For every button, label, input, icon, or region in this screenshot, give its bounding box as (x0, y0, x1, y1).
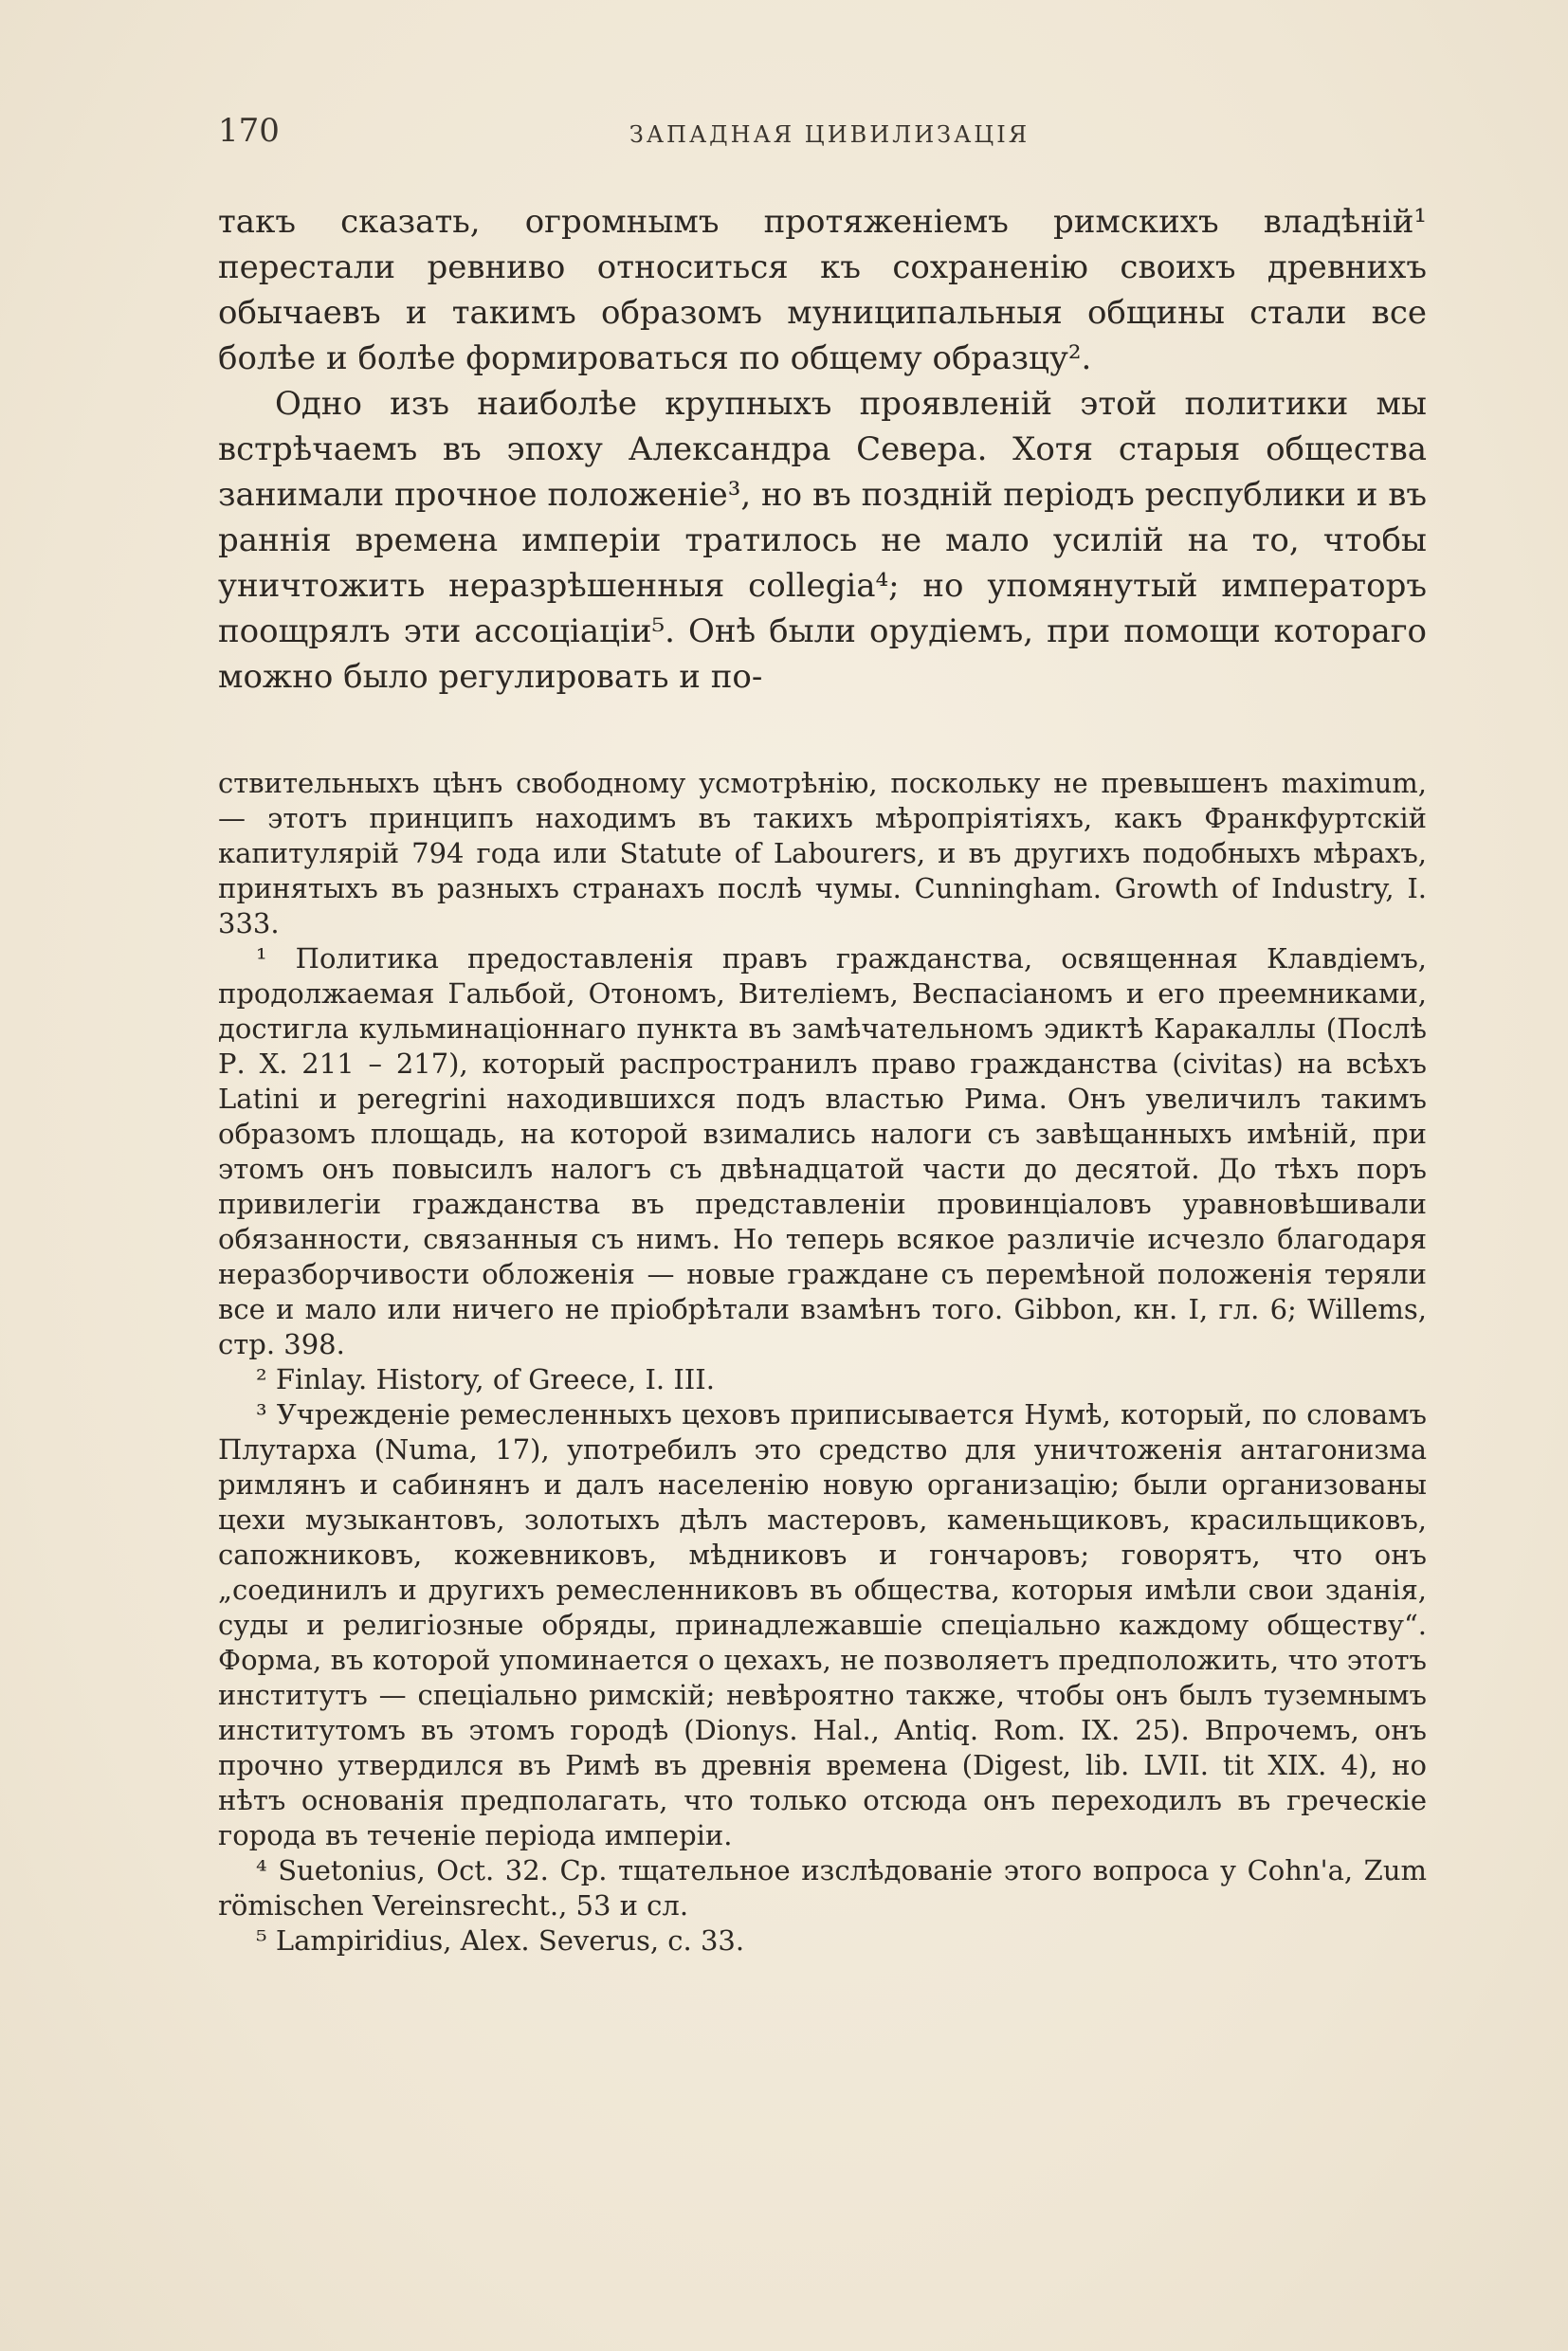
footnote-3: ³ Учрежденіе ремесленныхъ цеховъ приписывается Нумѣ, который, по словамъ Плутарха (Numa, 17), употребилъ это средство для уничтоженія антагонизма римлянъ и сабинянъ и далъ населенію новую организацію; были организованы цехи музыкантовъ, золотыхъ дѣлъ мастеровъ, каменьщиковъ, красильщиковъ, сапожниковъ, кожевниковъ, мѣдниковъ и гончаровъ; говорятъ, что онъ „соединилъ и другихъ ремесленниковъ въ общества, которыя имѣли свои зданія, суды и религіозные обряды, принадлежавшіе спеціально каждому обществу“. Форма, въ которой упоминается о цехахъ, не позволяетъ предположить, что этотъ институтъ — спеціально римскій; невѣроятно также, чтобы онъ былъ туземнымъ институтомъ въ этомъ городѣ (Dionys. Hal., Antiq. Rom. IX. 25). Впрочемъ, онъ прочно утвердился въ Римѣ въ древнія времена (Digest, lib. LVII. tit XIX. 4), но нѣтъ основанія предполагать, что только отсюда онъ переходилъ въ греческіе города въ теченіе періода имперіи. (218, 1398, 1427, 1851)
footnote-1: ¹ Политика предоставленія правъ гражданства, освященная Клавдіемъ, продолжаемая Гальбой, Отономъ, Вителіемъ, Веспасіаномъ и его преемниками, достигла кульминаціоннаго пункта въ замѣчательномъ эдиктѣ Каракаллы (Послѣ Р. Х. 211 – 217), который распространилъ право гражданства (civitas) на всѣхъ Latini и peregrini находившихся подъ властью Рима. Онъ увеличилъ такимъ образомъ площадь, на которой взимались налоги съ завѣщанныхъ имѣній, при этомъ онъ повысилъ налогъ съ двѣнадцатой части до десятой. До тѣхъ поръ привилегіи гражданства въ представленіи провинціаловъ уравновѣшивали обязанности, связанныя съ нимъ. Но теперь всякое различіе исчезло благодаря неразборчивости обложенія — новые граждане съ перемѣной положенія теряли все и мало или ничего не пріобрѣтали взамѣнъ того. Gibbon, кн. I, гл. 6; Willems, стр. 398. (218, 942, 1427, 1360)
footnote-2: ² Finlay. History, of Greece, I. III. (256, 1363, 715, 1395)
page-header (218, 112, 1441, 159)
main-text (218, 199, 1427, 700)
footnote-4: ⁴ Suetonius, Oct. 32. Ср. тщательное изслѣдованіе этого вопроса у Cohn'a, Zum römischen Vereinsrecht., 53 и сл. (218, 1854, 1427, 1922)
paragraph-continuation: такъ сказать, огромнымъ протяженіемъ римскихъ владѣній¹ перестали ревниво относиться къ сохраненію своихъ древнихъ обычаевъ и такимъ образомъ муниципальныя общины стали все болѣе и болѣе формироваться по общему образцу². (218, 203, 1427, 377)
footnote-5: ⁵ Lampiridius, Alex. Severus, c. 33. (256, 1924, 745, 1957)
running-title: ЗАПАДНАЯ ЦИВИЛИЗАЦІЯ (629, 121, 1030, 148)
paragraph: Одно изъ наиболѣе крупныхъ проявленій этой политики мы встрѣчаемъ въ эпоху Александра Севера. Хотя старыя общества занимали прочное положеніе³, но въ поздній періодъ республики и въ раннія времена имперіи тратилось не мало усилій на то, чтобы уничтожить неразрѣшенныя collegia⁴; но упомянутый императоръ поощрялъ эти ассоціаціи⁵. Онѣ были орудіемъ, при помощи котораго можно было регулировать и по- (218, 385, 1427, 696)
footnotes (218, 766, 1427, 1959)
page-number: 170 (218, 112, 280, 150)
footnote-continuation: ствительныхъ цѣнъ свободному усмотрѣнію, поскольку не превышенъ maximum, — этотъ принципъ находимъ въ такихъ мѣропріятіяхъ, какъ Франкфуртскій капитулярій 794 года или Statute of Labourers, и въ другихъ подобныхъ мѣрахъ, принятыхъ въ разныхъ странахъ послѣ чумы. Cunningham. Growth of Industry, I. 333. (218, 767, 1427, 939)
